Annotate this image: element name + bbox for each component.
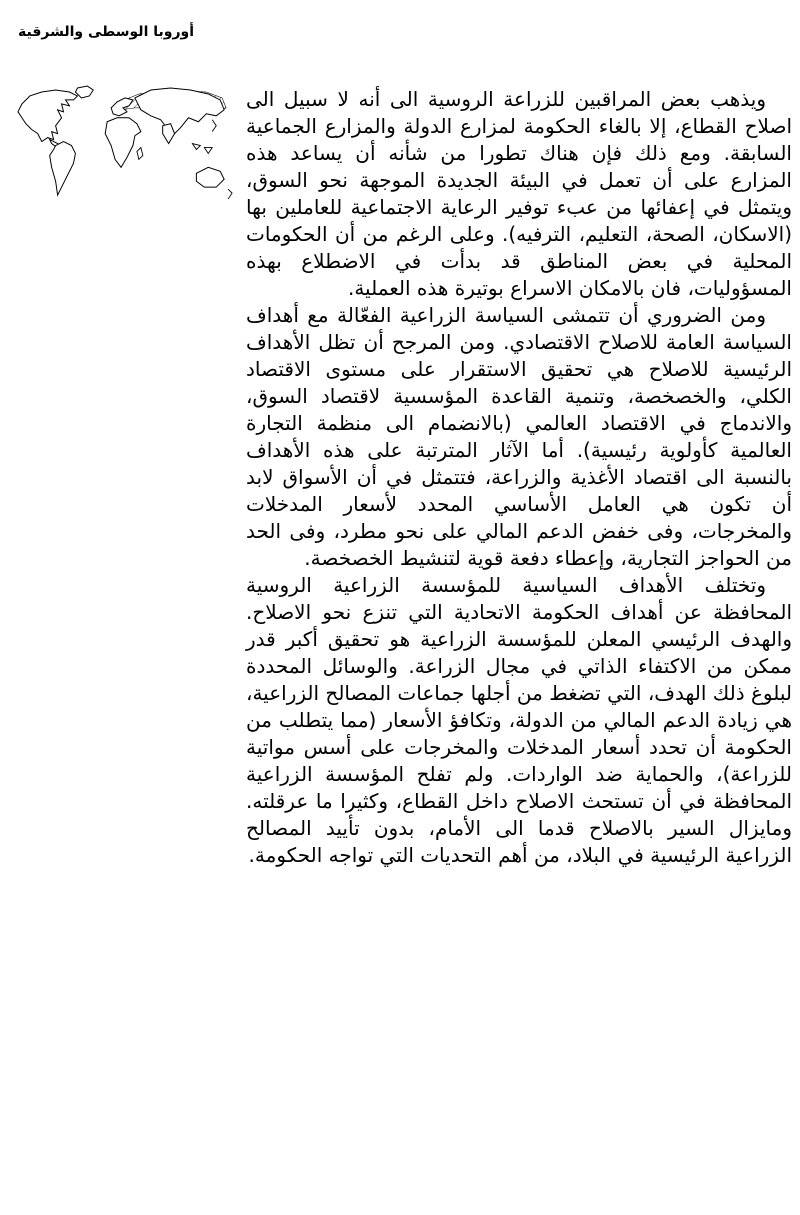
paragraph-3: وتختلف الأهداف السياسية للمؤسسة الزراعية الروسية المحافظة عن أهداف الحكومة الاتحادية التي تنزع نحو الاصلاح. والهدف الرئيسي المعلن للمؤسسة الزراعية هو تحقيق أكبر قدر ممكن من الاكتفاء الذاتي في مجال الزراعة. والوسائل المحددة لبلوغ ذلك الهدف، التي تضغط من أجلها جماعات المصالح الزراعية، هي زيادة الدعم المالي من الدولة، وتكافؤ الأسعار (مما يتطلب من الحكومة أن تحدد أسعار المدخلات والمخرجات على أسس مواتية للزراعة)، والحماية ضد الواردات. ولم تفلح المؤسسة الزراعية المحافظة في أن تستحث الاصلاح داخل القطاع، وكثيرا ما عرقلته. ومايزال السير بالاصلاح قدما الى الأمام، بدون تأييد المصالح الزراعية الرئيسية في البلاد، من أهم التحديات التي تواجه الحكومة. (246, 573, 792, 867)
section-title: أوروبا الوسطى والشرقية (18, 24, 195, 40)
world-map-illustration (12, 82, 240, 216)
world-map-icon (12, 82, 240, 216)
paragraph-2: ومن الضروري أن تتمشى السياسة الزراعية الفعّالة مع أهداف السياسة العامة للاصلاح الاقتصادي. ومن المرجح أن تظل الأهداف الرئيسية للاصلاح هي تحقيق الاستقرار على مستوى الاقتصاد الكلي، والخصخصة، وتنمية القاعدة المؤسسية لاقتصاد السوق، والاندماج في الاقتصاد العالمي (بالانضمام الى منظمة التجارة العالمية كأولوية رئيسية). أما الآثار المترتبة على هذه الأهداف بالنسبة الى اقتصاد الأغذية والزراعة، فتتمثل في أن الأسواق لابد أن تكون هي العامل الأساسي المحدد لأسعار المدخلات والمخرجات، وفى خفض الدعم المالي على نحو مطرد، وفى الحد من الحواجز التجارية، وإعطاء دفعة قوية لتنشيط الخصخصة. (246, 303, 792, 570)
article-text (246, 86, 792, 869)
paragraph-1: ويذهب بعض المراقبين للزراعة الروسية الى أنه لا سبيل الى اصلاح القطاع، إلا بالغاء الحكومة لمزارع الدولة والمزارع الجماعية السابقة. ومع ذلك فإن هناك تطورا من شأنه أن يساعد هذه المزارع على أن تعمل في البيئة الجديدة الموجهة نحو السوق، ويتمثل في إعفائها من عبء توفير الرعاية الاجتماعية للعاملين بها (الاسكان، الصحة، التعليم، الترفيه). وعلى الرغم من أن الحكومات المحلية في بعض المناطق قد بدأت في الاضطلاع بهذه المسؤوليات، فان بالامكان الاسراع بوتيرة هذه العملية. (246, 87, 792, 300)
